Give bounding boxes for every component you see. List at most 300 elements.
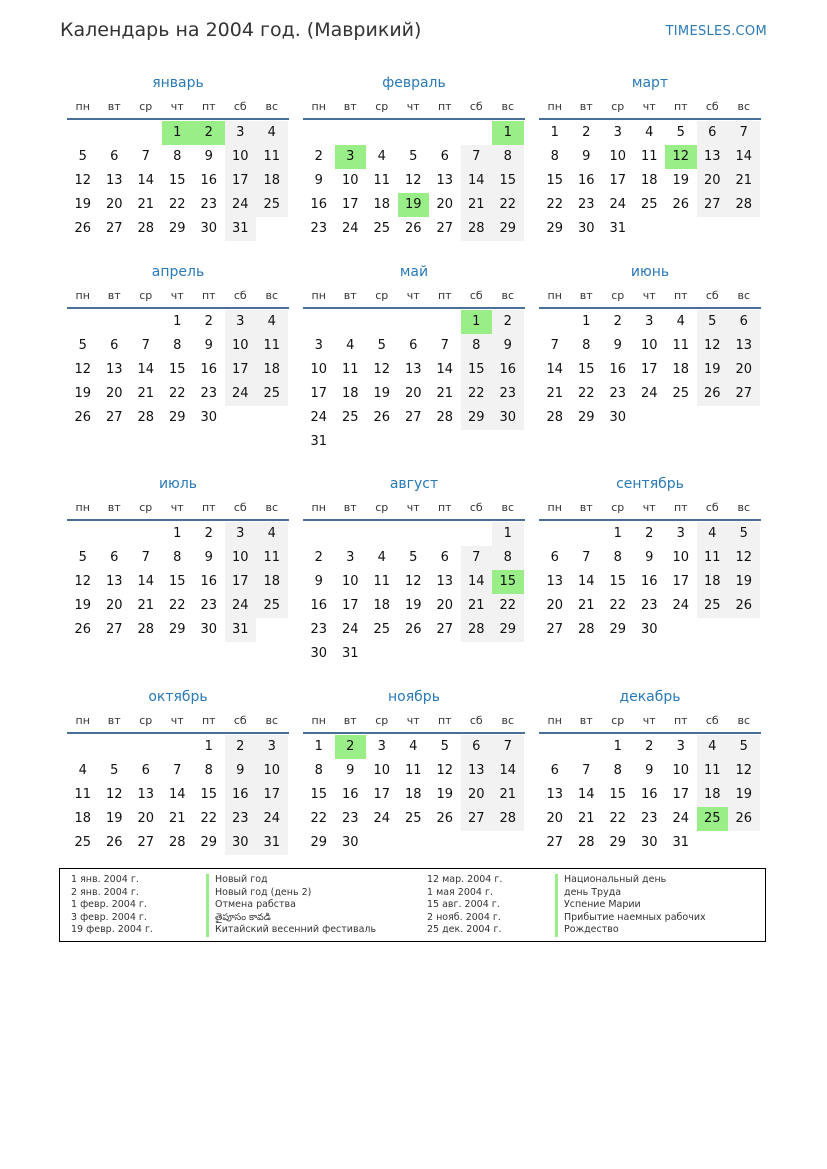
day-cell: 21 bbox=[577, 598, 595, 613]
legend-holiday-name: Рождество bbox=[555, 924, 706, 937]
day-cell: 5 bbox=[728, 522, 760, 546]
day-cell: 15 bbox=[577, 362, 595, 377]
day-cell: 25 bbox=[256, 382, 288, 406]
day-cell: 28 bbox=[546, 410, 564, 425]
day-cell: 19 bbox=[436, 787, 454, 802]
day-cell: 23 bbox=[225, 807, 257, 831]
day-cell: 1 bbox=[613, 526, 622, 541]
day-cell: 9 bbox=[314, 173, 323, 188]
day-cell: 18 bbox=[74, 811, 92, 826]
day-cell: 20 bbox=[728, 358, 760, 382]
empty-cell bbox=[571, 735, 603, 759]
day-cell: 3 bbox=[225, 121, 257, 145]
day-cell: 10 bbox=[672, 763, 690, 778]
day-cell: 8 bbox=[550, 149, 559, 164]
day-cell: 28 bbox=[492, 807, 524, 831]
day-cell: 19 bbox=[728, 570, 760, 594]
legend-date: 15 авг. 2004 г. bbox=[427, 899, 500, 910]
weekday-header bbox=[303, 710, 525, 734]
weekday-label: вт bbox=[579, 714, 593, 727]
day-cell: 17 bbox=[341, 197, 359, 212]
day-cell: 8 bbox=[492, 546, 524, 570]
day-cell: 6 bbox=[440, 550, 449, 565]
holiday-day-cell: 1 bbox=[162, 121, 194, 145]
weekday-label: пн bbox=[311, 714, 326, 727]
day-grid bbox=[303, 120, 525, 241]
day-cell: 25 bbox=[697, 594, 729, 618]
day-cell: 2 bbox=[582, 125, 591, 140]
day-cell: 20 bbox=[404, 386, 422, 401]
weekday-label: чт bbox=[170, 289, 184, 302]
day-cell: 8 bbox=[204, 763, 213, 778]
day-cell: 18 bbox=[373, 598, 391, 613]
day-cell: 24 bbox=[640, 386, 658, 401]
day-cell: 24 bbox=[609, 197, 627, 212]
day-cell: 31 bbox=[225, 217, 257, 241]
day-cell: 31 bbox=[609, 221, 627, 236]
day-cell: 5 bbox=[697, 310, 729, 334]
day-cell: 12 bbox=[436, 763, 454, 778]
day-cell: 1 bbox=[173, 526, 182, 541]
day-cell: 5 bbox=[377, 338, 386, 353]
day-cell: 6 bbox=[141, 763, 150, 778]
day-cell: 28 bbox=[137, 622, 155, 637]
day-cell: 7 bbox=[461, 145, 493, 169]
month-4 bbox=[67, 259, 289, 430]
day-cell: 11 bbox=[256, 334, 288, 358]
day-cell: 26 bbox=[404, 622, 422, 637]
month-name: ноябрь bbox=[388, 689, 440, 705]
holiday-day-cell: 25 bbox=[697, 807, 729, 831]
month-name: июль bbox=[158, 476, 198, 492]
day-cell: 8 bbox=[492, 145, 524, 169]
empty-cell bbox=[99, 310, 131, 334]
legend-date: 25 дек. 2004 г. bbox=[427, 924, 502, 935]
legend-date: 1 февр. 2004 г. bbox=[71, 899, 147, 910]
day-cell: 3 bbox=[314, 338, 323, 353]
day-cell: 24 bbox=[225, 594, 257, 618]
empty-cell bbox=[67, 310, 99, 334]
day-cell: 14 bbox=[168, 787, 186, 802]
day-cell: 11 bbox=[373, 574, 391, 589]
site-logo[interactable]: TIMESLES.COM bbox=[665, 24, 767, 39]
day-cell: 14 bbox=[461, 169, 493, 193]
weekday-label: ср bbox=[611, 501, 625, 514]
weekday-label: пн bbox=[311, 289, 326, 302]
day-cell: 27 bbox=[137, 835, 155, 850]
empty-cell bbox=[303, 310, 335, 334]
day-cell: 12 bbox=[404, 173, 422, 188]
weekday-label: чт bbox=[170, 100, 184, 113]
weekday-label: пт bbox=[437, 100, 452, 113]
day-cell: 10 bbox=[373, 763, 391, 778]
day-cell: 13 bbox=[137, 787, 155, 802]
day-cell: 26 bbox=[728, 594, 760, 618]
day-cell: 5 bbox=[440, 739, 449, 754]
day-cell: 7 bbox=[440, 338, 449, 353]
weekday-label: пн bbox=[547, 100, 562, 113]
day-cell: 30 bbox=[200, 221, 218, 236]
day-cell: 15 bbox=[492, 169, 524, 193]
day-cell: 17 bbox=[672, 574, 690, 589]
day-cell: 28 bbox=[436, 410, 454, 425]
day-cell: 2 bbox=[613, 314, 622, 329]
day-cell: 8 bbox=[314, 763, 323, 778]
weekday-label: пт bbox=[673, 714, 688, 727]
day-cell: 4 bbox=[256, 121, 288, 145]
day-cell: 13 bbox=[546, 574, 564, 589]
weekday-label: вс bbox=[737, 289, 751, 302]
weekday-header bbox=[303, 285, 525, 309]
holiday-day-cell: 19 bbox=[398, 193, 430, 217]
day-cell: 16 bbox=[225, 783, 257, 807]
day-cell: 11 bbox=[697, 759, 729, 783]
empty-cell bbox=[99, 522, 131, 546]
weekday-label: вс bbox=[737, 100, 751, 113]
day-grid bbox=[67, 120, 289, 241]
day-grid bbox=[303, 734, 525, 855]
weekday-label: вс bbox=[501, 501, 515, 514]
day-cell: 20 bbox=[105, 197, 123, 212]
day-cell: 7 bbox=[141, 338, 150, 353]
day-cell: 4 bbox=[78, 763, 87, 778]
day-cell: 16 bbox=[640, 787, 658, 802]
day-cell: 23 bbox=[310, 221, 328, 236]
weekday-label: вт bbox=[579, 501, 593, 514]
day-cell: 19 bbox=[697, 358, 729, 382]
weekday-label: ср bbox=[139, 501, 153, 514]
day-cell: 10 bbox=[256, 759, 288, 783]
day-cell: 10 bbox=[225, 546, 257, 570]
day-cell: 7 bbox=[728, 121, 760, 145]
month-9 bbox=[539, 471, 761, 642]
day-cell: 13 bbox=[404, 362, 422, 377]
day-cell: 26 bbox=[74, 410, 92, 425]
day-cell: 6 bbox=[110, 550, 119, 565]
day-cell: 23 bbox=[200, 197, 218, 212]
empty-cell bbox=[303, 121, 335, 145]
day-cell: 22 bbox=[492, 193, 524, 217]
day-cell: 5 bbox=[409, 550, 418, 565]
day-cell: 9 bbox=[225, 759, 257, 783]
weekday-label: ср bbox=[375, 501, 389, 514]
day-cell: 3 bbox=[676, 526, 685, 541]
day-cell: 9 bbox=[346, 763, 355, 778]
empty-cell bbox=[99, 735, 131, 759]
day-cell: 2 bbox=[225, 735, 257, 759]
weekday-label: пн bbox=[547, 501, 562, 514]
day-cell: 18 bbox=[256, 169, 288, 193]
day-cell: 25 bbox=[373, 622, 391, 637]
day-cell: 10 bbox=[225, 334, 257, 358]
weekday-label: вт bbox=[343, 501, 357, 514]
legend-holiday-name: Новый год (день 2) bbox=[206, 887, 376, 900]
day-cell: 9 bbox=[645, 550, 654, 565]
holiday-day-cell: 1 bbox=[492, 121, 524, 145]
weekday-label: чт bbox=[406, 289, 420, 302]
day-cell: 19 bbox=[404, 598, 422, 613]
holiday-day-cell: 1 bbox=[461, 310, 493, 334]
day-cell: 7 bbox=[582, 550, 591, 565]
day-cell: 29 bbox=[461, 406, 493, 430]
day-cell: 17 bbox=[310, 386, 328, 401]
day-cell: 12 bbox=[728, 759, 760, 783]
month-name: декабрь bbox=[619, 689, 681, 705]
day-cell: 23 bbox=[609, 386, 627, 401]
day-grid bbox=[303, 309, 525, 454]
weekday-header bbox=[539, 96, 761, 120]
day-cell: 20 bbox=[461, 783, 493, 807]
empty-cell bbox=[429, 522, 461, 546]
day-cell: 25 bbox=[256, 594, 288, 618]
empty-cell bbox=[335, 522, 367, 546]
day-cell: 6 bbox=[550, 763, 559, 778]
day-cell: 2 bbox=[204, 526, 213, 541]
day-cell: 7 bbox=[461, 546, 493, 570]
day-cell: 9 bbox=[645, 763, 654, 778]
day-cell: 30 bbox=[341, 835, 359, 850]
day-grid bbox=[539, 521, 761, 642]
day-cell: 22 bbox=[200, 811, 218, 826]
month-name: октябрь bbox=[148, 689, 208, 705]
month-name: апрель bbox=[151, 264, 205, 280]
day-cell: 18 bbox=[341, 386, 359, 401]
day-cell: 3 bbox=[225, 310, 257, 334]
day-cell: 21 bbox=[461, 594, 493, 618]
day-cell: 14 bbox=[436, 362, 454, 377]
weekday-label: пн bbox=[547, 714, 562, 727]
day-grid bbox=[303, 521, 525, 666]
day-cell: 30 bbox=[609, 410, 627, 425]
day-cell: 8 bbox=[613, 550, 622, 565]
day-cell: 8 bbox=[173, 338, 182, 353]
weekday-label: вс bbox=[501, 714, 515, 727]
weekday-label: чт bbox=[170, 714, 184, 727]
day-grid bbox=[67, 309, 289, 430]
day-cell: 21 bbox=[461, 193, 493, 217]
day-cell: 25 bbox=[74, 835, 92, 850]
day-cell: 23 bbox=[640, 811, 658, 826]
day-cell: 3 bbox=[346, 550, 355, 565]
day-cell: 17 bbox=[341, 598, 359, 613]
legend-names-left bbox=[206, 874, 376, 937]
weekday-label: сб bbox=[469, 100, 483, 113]
empty-cell bbox=[130, 310, 162, 334]
legend-date: 2 нояб. 2004 г. bbox=[427, 911, 501, 923]
day-cell: 29 bbox=[310, 835, 328, 850]
day-cell: 14 bbox=[728, 145, 760, 169]
day-cell: 27 bbox=[461, 807, 493, 831]
legend-date: 3 февр. 2004 г. bbox=[71, 911, 147, 923]
day-cell: 21 bbox=[492, 783, 524, 807]
weekday-label: ср bbox=[611, 714, 625, 727]
month-2 bbox=[303, 70, 525, 241]
weekday-label: пт bbox=[201, 289, 216, 302]
day-cell: 19 bbox=[373, 386, 391, 401]
day-cell: 19 bbox=[74, 598, 92, 613]
day-cell: 20 bbox=[697, 169, 729, 193]
day-cell: 20 bbox=[546, 598, 564, 613]
weekday-label: пт bbox=[201, 714, 216, 727]
day-cell: 5 bbox=[78, 550, 87, 565]
day-cell: 2 bbox=[314, 149, 323, 164]
day-cell: 15 bbox=[461, 358, 493, 382]
day-grid bbox=[539, 120, 761, 241]
day-cell: 5 bbox=[676, 125, 685, 140]
weekday-label: вт bbox=[107, 289, 121, 302]
day-cell: 6 bbox=[461, 735, 493, 759]
day-cell: 30 bbox=[640, 622, 658, 637]
empty-cell bbox=[67, 121, 99, 145]
empty-cell bbox=[571, 522, 603, 546]
day-cell: 7 bbox=[173, 763, 182, 778]
day-cell: 6 bbox=[550, 550, 559, 565]
day-cell: 4 bbox=[645, 125, 654, 140]
day-cell: 20 bbox=[137, 811, 155, 826]
day-cell: 13 bbox=[436, 173, 454, 188]
day-cell: 25 bbox=[672, 386, 690, 401]
day-cell: 10 bbox=[341, 574, 359, 589]
day-cell: 25 bbox=[373, 221, 391, 236]
empty-cell bbox=[398, 522, 430, 546]
empty-cell bbox=[366, 310, 398, 334]
month-1 bbox=[67, 70, 289, 241]
day-cell: 29 bbox=[200, 835, 218, 850]
day-cell: 24 bbox=[373, 811, 391, 826]
weekday-label: пт bbox=[201, 501, 216, 514]
weekday-label: пн bbox=[75, 501, 90, 514]
empty-cell bbox=[539, 522, 571, 546]
day-cell: 29 bbox=[168, 221, 186, 236]
weekday-label: вс bbox=[501, 289, 515, 302]
day-cell: 17 bbox=[640, 362, 658, 377]
weekday-label: вт bbox=[579, 100, 593, 113]
day-cell: 1 bbox=[204, 739, 213, 754]
day-cell: 15 bbox=[200, 787, 218, 802]
day-cell: 24 bbox=[225, 382, 257, 406]
weekday-label: чт bbox=[406, 100, 420, 113]
empty-cell bbox=[398, 310, 430, 334]
day-cell: 7 bbox=[141, 149, 150, 164]
day-cell: 27 bbox=[105, 410, 123, 425]
day-cell: 4 bbox=[409, 739, 418, 754]
month-7 bbox=[67, 471, 289, 642]
day-cell: 6 bbox=[440, 149, 449, 164]
day-cell: 15 bbox=[310, 787, 328, 802]
weekday-label: сб bbox=[705, 100, 719, 113]
day-grid bbox=[539, 309, 761, 430]
day-cell: 29 bbox=[609, 622, 627, 637]
month-name: август bbox=[389, 476, 439, 492]
empty-cell bbox=[335, 310, 367, 334]
day-cell: 18 bbox=[697, 570, 729, 594]
legend-holiday-name: Национальный день bbox=[555, 874, 706, 887]
day-cell: 13 bbox=[105, 173, 123, 188]
weekday-header bbox=[539, 285, 761, 309]
month-name: февраль bbox=[382, 75, 446, 91]
day-cell: 24 bbox=[256, 807, 288, 831]
holiday-day-cell: 2 bbox=[335, 735, 367, 759]
day-cell: 29 bbox=[609, 835, 627, 850]
legend-date: 19 февр. 2004 г. bbox=[71, 924, 153, 935]
day-cell: 21 bbox=[137, 598, 155, 613]
day-cell: 14 bbox=[137, 362, 155, 377]
empty-cell bbox=[67, 735, 99, 759]
weekday-label: вт bbox=[107, 100, 121, 113]
day-cell: 11 bbox=[373, 173, 391, 188]
weekday-label: чт bbox=[170, 501, 184, 514]
month-11 bbox=[303, 684, 525, 855]
day-cell: 12 bbox=[697, 334, 729, 358]
day-cell: 3 bbox=[676, 739, 685, 754]
weekday-label: ср bbox=[611, 289, 625, 302]
day-cell: 19 bbox=[105, 811, 123, 826]
day-cell: 10 bbox=[225, 145, 257, 169]
legend-holiday-name: Успение Марии bbox=[555, 899, 706, 912]
day-cell: 13 bbox=[105, 574, 123, 589]
day-cell: 26 bbox=[105, 835, 123, 850]
day-cell: 11 bbox=[404, 763, 422, 778]
day-cell: 19 bbox=[74, 386, 92, 401]
weekday-label: сб bbox=[705, 289, 719, 302]
day-cell: 8 bbox=[582, 338, 591, 353]
day-grid bbox=[539, 734, 761, 855]
month-name: июнь bbox=[630, 264, 670, 280]
day-cell: 4 bbox=[697, 735, 729, 759]
day-cell: 11 bbox=[256, 546, 288, 570]
day-cell: 23 bbox=[492, 382, 524, 406]
weekday-label: вт bbox=[579, 289, 593, 302]
day-cell: 21 bbox=[168, 811, 186, 826]
legend-holiday-name: Новый год bbox=[206, 874, 376, 887]
holiday-day-cell: 15 bbox=[492, 570, 524, 594]
day-cell: 27 bbox=[105, 221, 123, 236]
day-cell: 20 bbox=[436, 197, 454, 212]
weekday-label: сб bbox=[233, 100, 247, 113]
day-cell: 27 bbox=[404, 410, 422, 425]
weekday-label: сб bbox=[233, 501, 247, 514]
day-cell: 27 bbox=[436, 221, 454, 236]
weekday-label: ср bbox=[139, 100, 153, 113]
day-cell: 27 bbox=[105, 622, 123, 637]
weekday-header bbox=[67, 497, 289, 521]
day-cell: 16 bbox=[310, 197, 328, 212]
day-cell: 16 bbox=[310, 598, 328, 613]
day-cell: 1 bbox=[550, 125, 559, 140]
day-cell: 11 bbox=[672, 338, 690, 353]
weekday-header bbox=[67, 710, 289, 734]
empty-cell bbox=[461, 522, 493, 546]
day-cell: 12 bbox=[373, 362, 391, 377]
day-cell: 13 bbox=[105, 362, 123, 377]
day-cell: 4 bbox=[256, 522, 288, 546]
day-cell: 5 bbox=[78, 149, 87, 164]
day-cell: 2 bbox=[645, 526, 654, 541]
weekday-label: сб bbox=[469, 289, 483, 302]
weekday-label: чт bbox=[642, 289, 656, 302]
day-cell: 1 bbox=[173, 314, 182, 329]
day-cell: 1 bbox=[613, 739, 622, 754]
day-cell: 11 bbox=[640, 149, 658, 164]
day-cell: 30 bbox=[492, 406, 524, 430]
legend-date: 1 янв. 2004 г. bbox=[71, 874, 139, 885]
day-cell: 23 bbox=[200, 598, 218, 613]
day-cell: 12 bbox=[404, 574, 422, 589]
day-cell: 24 bbox=[341, 221, 359, 236]
day-cell: 2 bbox=[314, 550, 323, 565]
legend-holiday-name: Прибытие наемных рабочих bbox=[555, 912, 706, 925]
day-cell: 31 bbox=[256, 831, 288, 855]
